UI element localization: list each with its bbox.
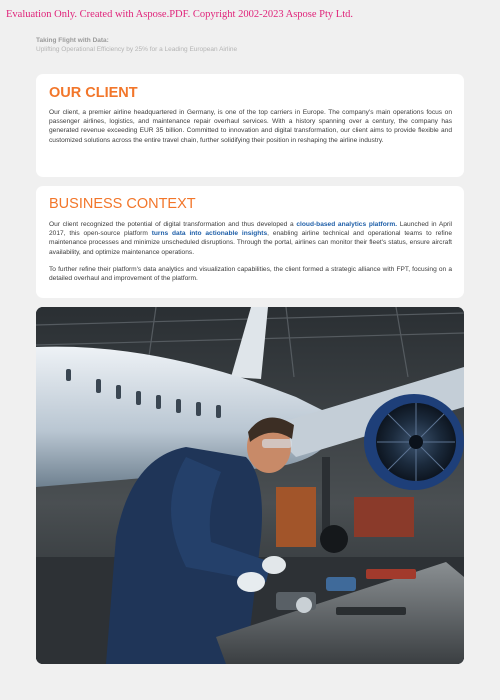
business-context-paragraph-1 <box>49 220 452 257</box>
our-client-body: Our client, a premier airline headquartered in Germany, is one of the top carriers in Europe. The company's main operations focus on passenger airlines, logistics, and maintenance repair overhaul services. With a history spanning over a century, the company has generated revenue exceeding EUR 35 billion. Committed to innovation and digital transformation, our client aims to provide flexible and customized solutions across the entire travel chain, further solidifying their position in reshaping the airline industry. <box>49 109 452 144</box>
hangar-illustration <box>36 307 464 664</box>
header-subtitle: Uplifting Operational Efficiency by 25% for a Leading European Airline <box>36 46 238 53</box>
business-context-body <box>49 220 452 283</box>
hangar-mechanic-photo <box>36 307 464 664</box>
landing-wheel <box>320 525 348 553</box>
our-client-card <box>36 74 464 177</box>
equipment-cart <box>354 497 414 537</box>
business-context-card <box>36 186 464 298</box>
business-context-paragraph-2: To further refine their platform's data analytics and visualization capabilities, the client formed a strategic alliance with FPT, focusing on a detailed overhaul and improvement of the platform. <box>49 265 452 283</box>
business-context-heading: BUSINESS CONTEXT <box>49 196 196 212</box>
evaluation-watermark: Evaluation Only. Created with Aspose.PDF. Copyright 2002-2023 Aspose Pty Ltd. <box>6 9 354 20</box>
header-title: Taking Flight with Data: <box>36 37 109 44</box>
engine-spinner <box>409 435 423 449</box>
equipment-cart <box>276 487 316 547</box>
our-client-heading: OUR CLIENT <box>49 85 138 101</box>
highlight-cloud-analytics: cloud-based analytics platform. <box>296 221 398 228</box>
text-segment: Our client recognized the potential of digital transformation and thus developed a <box>49 221 297 228</box>
highlight-actionable-insights: turns data into actionable insights <box>151 230 268 238</box>
landing-gear <box>322 457 330 537</box>
text-segment: , enabling airline technical and operational teams to refine maintenance processes and minimize unscheduled disruptions. Through the portal, airlines can monitor their fleet's status, ensure aircraft availability, and optimize maintenance operations. <box>49 230 452 256</box>
text-segment: Launched in April 2017, this open-source platform <box>49 221 453 238</box>
